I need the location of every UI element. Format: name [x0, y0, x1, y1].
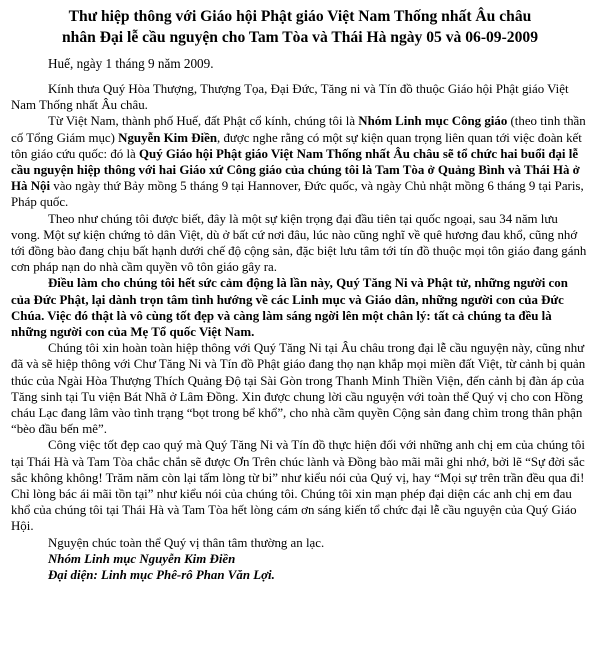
gratitude-paragraph: Công việc tốt đẹp cao quý mà Quý Tăng Ni và Tín đồ thực hiện đối với những anh chị em của chúng tôi tại Thái Hà và Tam Tòa chắc chắn sẽ được Ơn Trên chúc lành và Đồng bào mãi mãi ghi nhớ, bởi lẽ “Sự đời sắc sắc không không! Trăm năm còn lại tấm lòng từ bi” như kiểu nói của Quý vị, hay “Mọi sự trên trần đều qua đi! Chỉ lòng bác ái mãi tồn tại” như kiểu nói của chúng tôi. Chúng tôi xin mạn phép đại diện các anh chị em đau khổ của chúng tôi tại Thái Hà và Tam Tòa hết lòng cám ơn sáng kiến tổ chức đại lễ cầu nguyện của Quý Giáo Hội. [11, 438, 585, 534]
intro-text-e: , được nghe rằng có một sự kiện quan trọng liên quan tới việc đoàn kết tôn giáo cứu quốc: đó là [11, 130, 582, 161]
salutation-paragraph: Kính thưa Quý Hòa Thượng, Thượng Tọa, Đại Đức, Tăng ni và Tín đồ thuộc Giáo hội Phật giáo Việt Nam Thống nhất Âu châu. [11, 82, 569, 113]
intro-archbishop-name: Nguyễn Kim Điền [118, 130, 218, 145]
letter-title [11, 6, 589, 48]
context-paragraph: Theo như chúng tôi được biết, đây là một sự kiện trọng đại đầu tiên tại quốc ngoại, sau 34 năm lưu vong. Một sự kiện chứng tỏ dân Việt, dù ở bất cứ nơi đâu, lúc nào cũng nghĩ về quê hương đau khổ, cũng nhớ tới đồng bào đang chịu bất hạnh dưới chế độ cộng sản, đặc biệt lưu tâm tới tín đồ thuộc mọi tôn giáo đang gánh cơn pháp nạn do nhà cầm quyền vô tôn giáo gây ra. [11, 211, 587, 275]
intro-group-name: Nhóm Linh mục Công giáo [358, 114, 508, 129]
emotion-paragraph [11, 275, 589, 340]
intro-text-a: Từ Việt Nam, thành phố Huế, đất Phật cổ kính, chúng tôi là [48, 114, 359, 129]
intro-text-c: (theo tinh thần cố Tổng Giám mục) [11, 114, 586, 145]
title-line-2: nhân Đại lễ cầu nguyện cho Tam Tòa và Thái Hà ngày 05 và 06-09-2009 [62, 29, 538, 46]
title-line-1: Thư hiệp thông với Giáo hội Phật giáo Việt Nam Thống nhất Âu châu [68, 8, 532, 25]
signature-representative: Đại diện: Linh mục Phê-rô Phan Văn Lợi. [48, 568, 275, 583]
letter-date: Huế, ngày 1 tháng 9 năm 2009. [48, 56, 214, 71]
intro-text-g: vào ngày thứ Bảy mồng 5 tháng 9 tại Hannover, Đức quốc, và ngày Chủ nhật mồng 6 tháng 9 tại Paris, Pháp quốc. [11, 179, 584, 210]
emotion-text: Điều làm cho chúng tôi hết sức cảm động là lần này, Quý Tăng Ni và Phật tử, những người con của Đức Phật, lại dành trọn tâm tình hướng về các Linh mục và Giáo dân, những người con của Đức Chúa. Việc đó thật là vô cùng tốt đẹp và càng làm sáng ngời lên một chân lý: tất cả chúng ta đều là những người con của Mẹ Tổ quốc Việt Nam. [11, 276, 568, 340]
signature-group: Nhóm Linh mục Nguyễn Kim Điền [48, 551, 236, 566]
intro-event-highlight: Quý Giáo hội Phật giáo Việt Nam Thống nhất Âu châu sẽ tổ chức hai buổi đại lễ cầu nguyện hiệp thông với hai Giáo xứ Công giáo của chúng tôi là Tam Tòa ở Quảng Bình và Thái Hà ở Hà Nội [11, 146, 580, 194]
solidarity-paragraph: Chúng tôi xin hoàn toàn hiệp thông với Quý Tăng Ni tại Âu châu trong đại lễ cầu nguyện này, cũng như đã và sẽ hiệp thông với Chư Tăng Ni và Tín đồ Phật giáo đang thọ nạn khắp mọi miền đất Việt, từ cảnh bị quản thúc của Ngài Hòa Thượng Thích Quảng Độ tại Sài Gòn trong Thanh Minh Thiền Viện, đến cảnh bị đàn áp của Tăng sinh tại Tu viện Bát Nhã ở Lâm Đồng. Xin được chung lời cầu nguyện với toàn thể Quý vị cho con Hồng cháu Lạc đang lâm vào tình trạng “bọt trong bể khổ”, cho nhà cầm quyền Cộng sản đang chìm trong thân phận “bèo đầu bến mê”. [11, 341, 586, 437]
closing-wish: Nguyện chúc toàn thể Quý vị thân tâm thường an lạc. [48, 535, 325, 550]
intro-paragraph [11, 113, 589, 210]
